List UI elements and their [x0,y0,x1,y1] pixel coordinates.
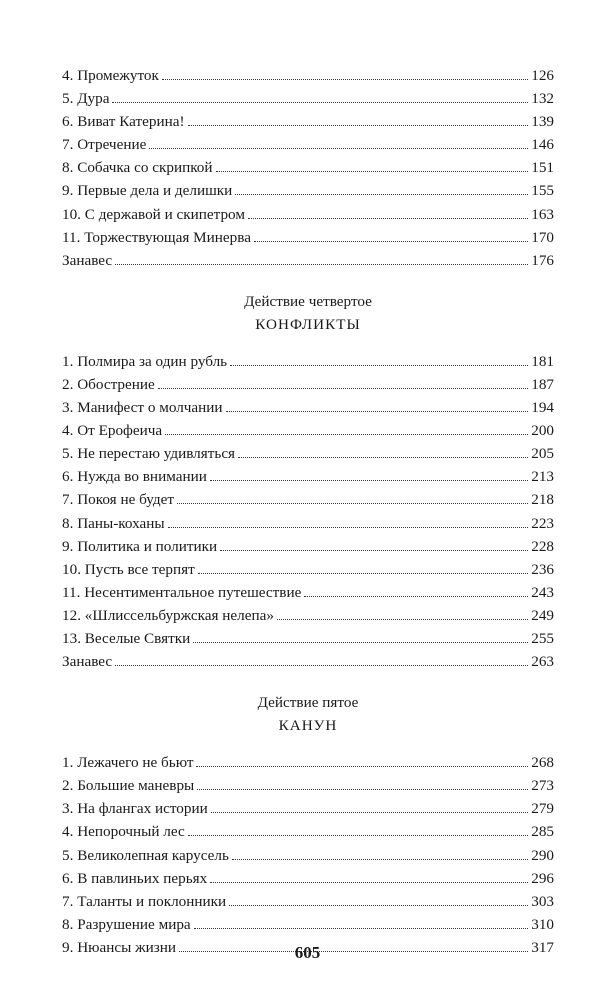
toc-entry-title: 5. Не перестаю удивляться [62,445,236,463]
toc-entry-title: 6. Виват Катерина! [62,113,185,131]
toc-entry-title: 5. Великолепная карусель [62,846,229,864]
toc-entry-page: 151 [531,159,554,177]
dot-leader [246,207,530,219]
act-four-title: КОНФЛИКТЫ [255,315,361,333]
toc-entry [62,156,554,179]
dot-leader [227,894,530,906]
dot-leader [186,824,530,836]
toc-entry-page: 213 [531,468,554,486]
dot-leader [214,160,531,172]
act-five-heading: Действие пятое [257,694,359,712]
toc-entry [62,797,554,820]
toc-entry-title: 9. Первые дела и делишки [62,182,233,200]
toc-entry-page: 139 [531,113,554,131]
toc-entry-page: 170 [531,228,554,246]
toc-entry-title: 11. Торжествующая Минерва [62,228,251,246]
toc-entry [62,913,554,936]
dot-leader [113,654,530,666]
toc-entry [62,465,554,488]
toc-entry-page: 126 [531,67,554,84]
toc-entry [62,604,554,627]
toc-entry-page: 205 [531,445,554,463]
toc-entry-page: 218 [531,491,554,509]
dot-leader [224,400,531,412]
toc-entry-title: 10. Пусть все терпят [62,560,195,578]
dot-leader [252,230,530,242]
toc-entry-title: 3. На флангах истории [62,800,208,818]
toc-entry-page: 187 [531,375,554,393]
dot-leader [160,68,530,80]
toc-entry-title: 4. Промежуток [62,67,159,84]
toc-entry-title: 8. Разрушение мира [62,915,191,933]
dot-leader [208,469,530,481]
toc-entry-title: 6. В павлиньих перьях [62,869,208,887]
toc-entry [62,110,554,133]
dot-leader [195,778,530,790]
toc-entry [62,867,554,890]
toc-entry-title: 2. Большие маневры [62,777,195,795]
toc-entry [62,774,554,797]
dot-leader [196,562,531,574]
toc-entry-title: 10. С державой и скипетром [62,205,245,223]
toc-entry-title: 8. Собачка со скрипкой [62,159,213,177]
toc-entry [62,581,554,604]
toc-entry [62,203,554,226]
toc-entry-title: 13. Веселые Святки [62,629,191,647]
dot-leader [175,492,530,504]
toc-entry-page: 296 [531,869,554,887]
toc-entry [62,535,554,558]
toc-entry-title: 12. «Шлиссельбуржская нелепа» [62,606,274,624]
dot-leader [110,91,530,103]
toc-list-act-four [62,350,554,673]
toc-entry [62,396,554,419]
toc-entry-page: 163 [531,205,554,223]
toc-entry [62,226,554,249]
toc-entry-title: 1. Полмира за один рубль [62,352,228,370]
dot-leader [228,354,530,366]
toc-entry-page: 200 [531,422,554,440]
toc-entry-title: 4. Непорочный лес [62,823,185,841]
dot-leader [147,137,530,149]
toc-entry [62,249,554,272]
toc-entry [62,442,554,465]
toc-entry [62,650,554,673]
dot-leader [236,446,530,458]
toc-entry [62,373,554,396]
toc-entry-title: 8. Паны-коханы [62,514,165,532]
toc-entry-title: 6. Нужда во внимании [62,468,207,486]
toc-entry-page: 268 [531,754,554,772]
dot-leader [302,585,530,597]
table-of-contents [62,64,554,959]
toc-entry-title: 7. Покоя не будет [62,491,174,509]
toc-entry-page: 303 [531,892,554,910]
toc-entry [62,64,554,87]
toc-entry-title: 9. Нюансы жизни [62,938,176,956]
toc-entry [62,179,554,202]
toc-entry-title: 11. Несентиментальное путешествие [62,583,302,601]
toc-entry [62,512,554,535]
toc-list-act-five [62,751,554,959]
toc-entry [62,558,554,581]
dot-leader [208,871,530,883]
toc-entry-page: 290 [531,846,554,864]
toc-entry [62,844,554,867]
toc-entry-page: 236 [531,560,554,578]
toc-entry [62,87,554,110]
toc-entry-title: Занавес [62,251,113,269]
toc-entry [62,627,554,650]
toc-entry-page: 228 [531,537,554,555]
toc-entry [62,350,554,373]
dot-leader [156,377,530,389]
dot-leader [218,539,530,551]
toc-entry-page: 194 [531,399,554,417]
dot-leader [163,423,530,435]
toc-entry-title: 4. От Ерофеича [62,422,163,440]
toc-entry-page: 181 [531,352,554,370]
toc-entry-page: 285 [531,823,554,841]
toc-entry-title: 7. Таланты и поклонники [62,892,227,910]
dot-leader [191,631,530,643]
dot-leader [275,608,530,620]
act-four-heading: Действие четвертое [244,292,372,310]
act-five-title: КАНУН [278,717,338,735]
toc-entry-title: 1. Лежачего не бьют [62,754,194,772]
dot-leader [192,917,531,929]
toc-entry [62,820,554,843]
page-number: 605 [294,943,321,962]
toc-entry-title: 5. Дура [62,90,110,108]
dot-leader [230,848,530,860]
dot-leader [233,183,530,195]
toc-entry-title: 3. Манифест о молчании [62,399,223,417]
toc-entry-page: 146 [531,136,554,154]
toc-entry-page: 132 [531,90,554,108]
toc-entry-page: 317 [531,938,554,956]
toc-entry-page: 155 [531,182,554,200]
toc-entry [62,419,554,442]
toc-entry-page: 310 [531,915,554,933]
toc-entry [62,133,554,156]
toc-entry [62,488,554,511]
toc-entry-page: 223 [531,514,554,532]
toc-list-continued [62,64,554,272]
dot-leader [194,755,530,767]
dot-leader [113,253,530,265]
toc-entry-title: Занавес [62,653,113,671]
toc-entry-title: 9. Политика и политики [62,537,218,555]
toc-entry-page: 255 [531,629,554,647]
toc-entry-page: 249 [531,606,554,624]
dot-leader [166,516,531,528]
dot-leader [209,801,531,813]
toc-entry-page: 176 [531,251,554,269]
toc-entry-page: 273 [531,777,554,795]
toc-entry-page: 279 [531,800,554,818]
toc-entry-page: 263 [531,653,554,671]
toc-entry-title: 7. Отречение [62,136,147,154]
dot-leader [186,114,531,126]
toc-entry-page: 243 [531,583,554,601]
toc-entry [62,751,554,774]
toc-entry [62,890,554,913]
toc-entry-title: 2. Обострение [62,375,155,393]
